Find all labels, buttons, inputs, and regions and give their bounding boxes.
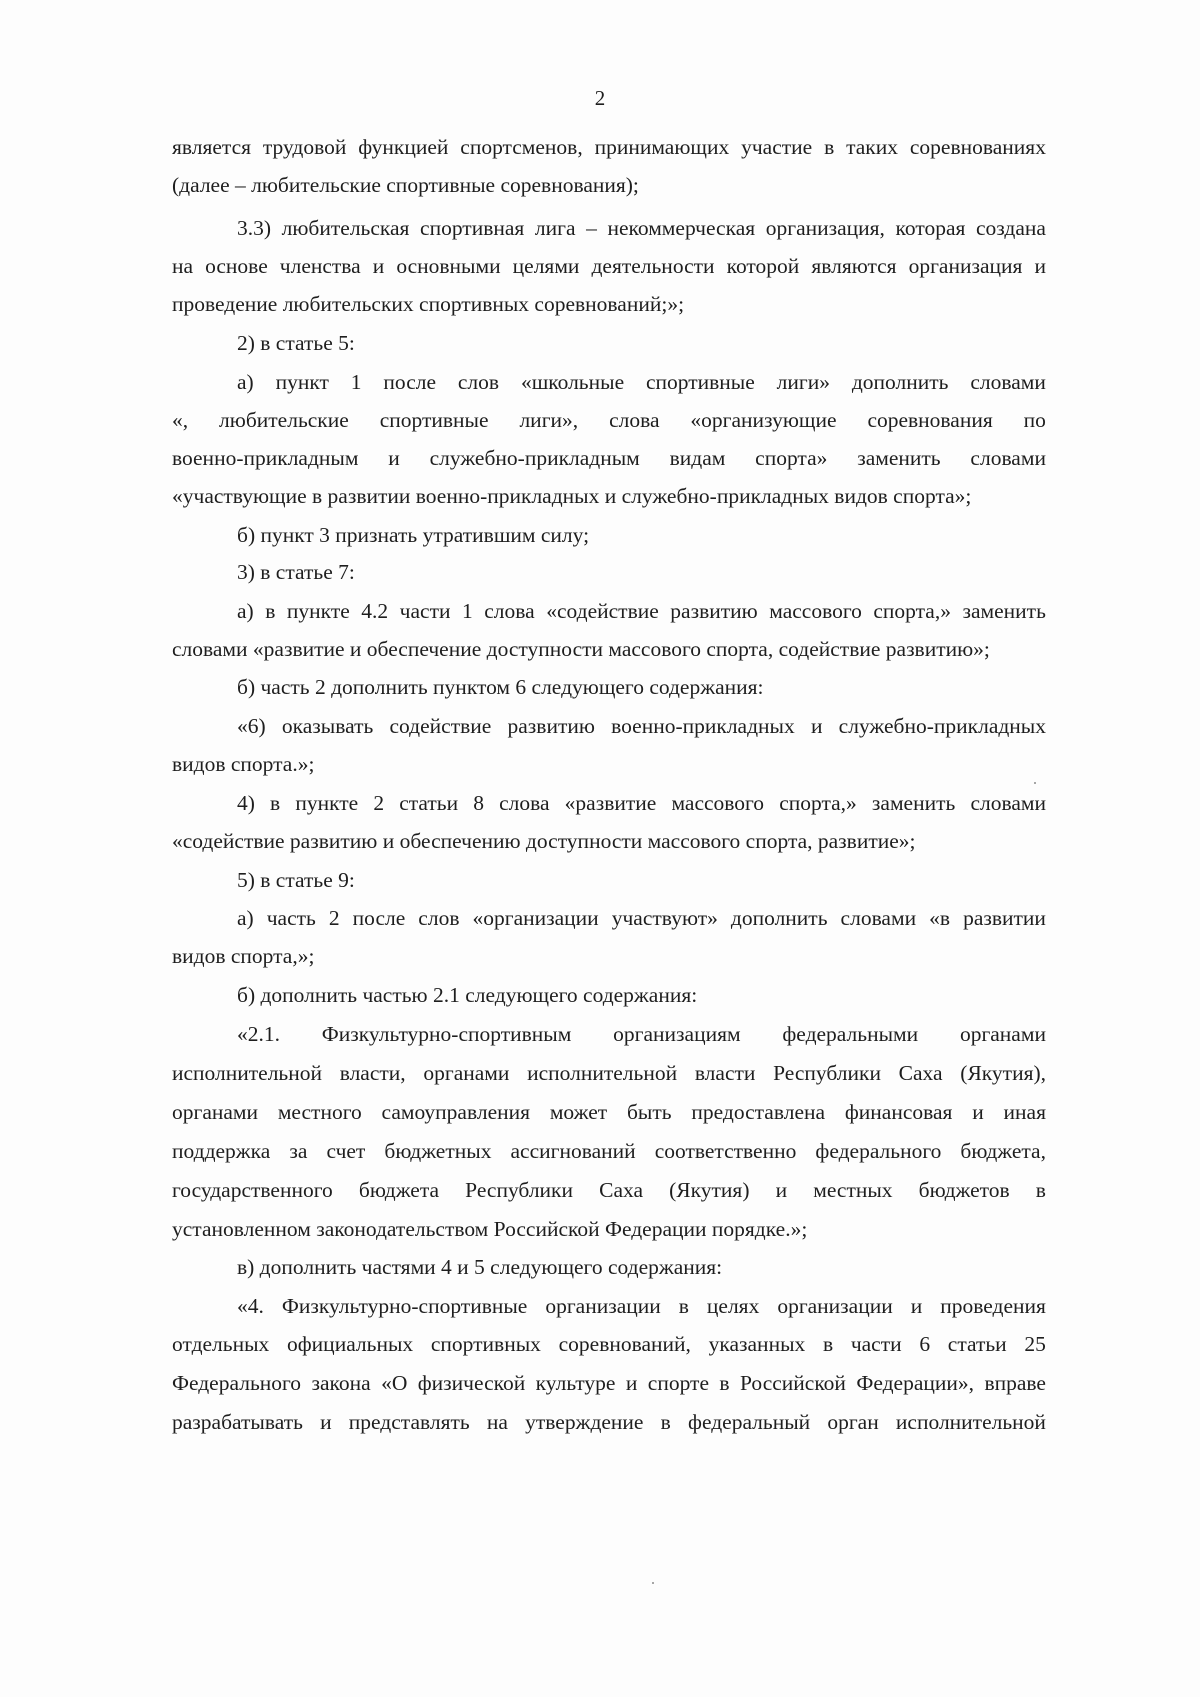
word: на: [486, 1410, 508, 1434]
word: власти,: [339, 1061, 406, 1085]
word: 4.2: [361, 599, 389, 623]
word: 2: [373, 791, 385, 815]
word: федеральный: [688, 1410, 811, 1434]
word: местных: [813, 1178, 893, 1202]
word: участвуют»: [611, 906, 718, 930]
word: исполнительной: [527, 1061, 678, 1085]
word: спортивных: [430, 1332, 541, 1356]
word: и: [320, 1410, 332, 1434]
word: трудовой: [262, 135, 347, 159]
word: организациям: [613, 1022, 741, 1046]
word: в: [822, 1332, 834, 1356]
word: оказывать: [281, 714, 374, 738]
word: поддержка: [172, 1139, 271, 1163]
word: на: [172, 254, 194, 278]
word: представлять: [348, 1410, 470, 1434]
word: в: [824, 135, 835, 159]
word: в: [265, 599, 276, 623]
word: 3.3): [237, 216, 272, 240]
word: вправе: [984, 1371, 1046, 1395]
word: военно-прикладным: [172, 446, 359, 470]
word: и: [972, 1100, 984, 1124]
word: (Якутия),: [960, 1061, 1046, 1085]
word: заменить: [857, 446, 941, 470]
text-line: [237, 368, 1046, 396]
text-line: [172, 252, 1046, 280]
word: Федерации»,: [856, 1371, 975, 1395]
word: а): [237, 906, 254, 930]
text-line: в) дополнить частями 4 и 5 следующего содержания:: [237, 1255, 723, 1279]
word: и: [372, 254, 385, 278]
text-line: (далее – любительские спортивные соревнования);: [172, 173, 639, 197]
word: в: [1035, 1178, 1046, 1202]
word: самоуправления: [381, 1100, 531, 1124]
text-line: [237, 904, 1046, 932]
word: а): [237, 599, 254, 623]
word: Российской: [739, 1371, 846, 1395]
text-line: [172, 1137, 1046, 1165]
word: «организации: [472, 906, 599, 930]
word: утверждение: [525, 1410, 644, 1434]
word: заменить: [871, 791, 956, 815]
word: Саха: [599, 1178, 644, 1202]
text-line: [172, 444, 1046, 472]
word: «развитие: [564, 791, 657, 815]
word: Федерального: [172, 1371, 302, 1395]
word: в: [270, 791, 281, 815]
word: орган: [827, 1410, 879, 1434]
word: служебно-прикладных: [838, 714, 1046, 738]
word: организация,: [765, 216, 885, 240]
word: «6): [237, 714, 266, 738]
word: и: [910, 1294, 923, 1318]
text-line: [172, 1176, 1046, 1204]
word: слова: [499, 791, 550, 815]
word: функцией: [358, 135, 449, 159]
word: 2: [328, 906, 340, 930]
word: таких: [846, 135, 899, 159]
word: соревнованиях: [909, 135, 1046, 159]
word: государственного: [172, 1178, 333, 1202]
word: дополнить: [851, 370, 949, 394]
word: Физкультурно-спортивные: [281, 1294, 528, 1318]
word: разрабатывать: [172, 1410, 303, 1434]
word: органами: [172, 1100, 259, 1124]
scan-speck: [652, 1582, 654, 1584]
word: статьи: [399, 791, 459, 815]
text-line: [172, 1059, 1046, 1087]
word: ассигнований: [510, 1139, 636, 1163]
word: в: [719, 1371, 730, 1395]
word: целями: [512, 254, 580, 278]
word: «О: [381, 1371, 408, 1395]
word: организации: [777, 1294, 893, 1318]
word: бюджетов: [918, 1178, 1010, 1202]
word: и: [810, 714, 823, 738]
word: служебно-прикладным: [429, 446, 640, 470]
text-line: [172, 1098, 1046, 1126]
word: в: [660, 1410, 671, 1434]
word: развитии: [963, 906, 1046, 930]
word: слов: [457, 370, 500, 394]
text-line: [237, 789, 1046, 817]
text-line: [237, 597, 1046, 625]
word: массового: [769, 599, 862, 623]
page-number: 2: [594, 86, 606, 110]
word: органами: [423, 1061, 510, 1085]
word: физической: [417, 1371, 526, 1395]
text-line: 2) в статье 5:: [237, 331, 355, 355]
word: исполнительной: [895, 1410, 1046, 1434]
word: организации: [545, 1294, 661, 1318]
word: 1: [350, 370, 362, 394]
word: 1: [462, 599, 473, 623]
word: федеральными: [782, 1022, 919, 1046]
word: слов: [418, 906, 460, 930]
word: –: [586, 216, 597, 240]
text-line: проведение любительских спортивных соревнований;»;: [172, 292, 685, 316]
word: Республики: [465, 1178, 574, 1202]
word: является: [172, 135, 252, 159]
word: содействие: [389, 714, 492, 738]
word: и: [625, 1371, 638, 1395]
text-line: видов спорта,»;: [172, 944, 315, 968]
text-line: видов спорта.»;: [172, 752, 315, 776]
word: соревнований,: [558, 1332, 691, 1356]
word: некоммерческая: [607, 216, 756, 240]
text-line: «участвующие в развитии военно-прикладных и служебно-прикладных видов спорта»;: [172, 484, 972, 508]
word: лиги»,: [519, 408, 579, 432]
word: «содействие: [546, 599, 659, 623]
word: которой: [726, 254, 800, 278]
word: словами: [970, 446, 1046, 470]
word: «2.1.: [237, 1022, 280, 1046]
word: целях: [706, 1294, 760, 1318]
word: бюджетных: [384, 1139, 492, 1163]
word: развитию: [670, 599, 758, 623]
word: предоставлена: [691, 1100, 826, 1124]
word: в: [678, 1294, 689, 1318]
word: указанных: [708, 1332, 806, 1356]
text-line: «содействие развитию и обеспечению доступности массового спорта, развитие»;: [172, 829, 916, 853]
text-line: [237, 1020, 1046, 1048]
word: федерального: [815, 1139, 942, 1163]
text-line: [172, 133, 1046, 161]
word: военно-прикладных: [611, 714, 795, 738]
word: 25: [1024, 1332, 1046, 1356]
word: лига: [534, 216, 576, 240]
word: слова: [609, 408, 660, 432]
scan-speck: [1034, 782, 1036, 784]
word: бюджета,: [960, 1139, 1046, 1163]
text-line: словами «развитие и обеспечение доступности массового спорта, содействие развитию»;: [172, 637, 990, 661]
text-line: б) часть 2 дополнить пунктом 6 следующего содержания:: [237, 675, 764, 699]
word: организация: [908, 254, 1023, 278]
word: и: [1034, 254, 1046, 278]
text-line: 5) в статье 9:: [237, 868, 355, 892]
text-line: [237, 1292, 1046, 1320]
word: спорта,»: [779, 791, 857, 815]
word: части: [399, 599, 451, 623]
word: и: [775, 1178, 788, 1202]
word: словами: [840, 906, 917, 930]
word: исполнительной: [172, 1061, 322, 1085]
text-line: [237, 214, 1046, 242]
word: любительская: [281, 216, 410, 240]
word: спортивные: [379, 408, 489, 432]
word: спортсменов,: [460, 135, 583, 159]
word: «,: [172, 408, 189, 432]
text-line: установленном законодательством Российской Федерации порядке.»;: [172, 1217, 808, 1241]
word: спорта,»: [873, 599, 951, 623]
word: создана: [976, 216, 1046, 240]
text-line: 3) в статье 7:: [237, 560, 355, 584]
word: деятельности: [591, 254, 715, 278]
word: быть: [626, 1100, 672, 1124]
word: пункте: [295, 791, 359, 815]
word: «организующие: [690, 408, 837, 432]
word: 4): [237, 791, 255, 815]
text-line: [172, 406, 1046, 434]
word: «4.: [237, 1294, 264, 1318]
word: после: [352, 906, 406, 930]
word: соответственно: [654, 1139, 797, 1163]
text-line: [172, 1408, 1046, 1436]
word: участие: [741, 135, 813, 159]
word: спортивная: [420, 216, 525, 240]
word: за: [289, 1139, 308, 1163]
word: любительские: [219, 408, 349, 432]
word: Физкультурно-спортивным: [321, 1022, 572, 1046]
word: словами: [970, 791, 1046, 815]
word: пункте: [286, 599, 350, 623]
word: проведения: [940, 1294, 1046, 1318]
word: может: [549, 1100, 608, 1124]
text-line: б) дополнить частью 2.1 следующего содержания:: [237, 983, 698, 1007]
word: часть: [266, 906, 316, 930]
word: являются: [811, 254, 897, 278]
text-line: [172, 1330, 1046, 1358]
text-line: б) пункт 3 признать утратившим силу;: [237, 523, 590, 547]
word: иная: [1003, 1100, 1046, 1124]
word: культуре: [535, 1371, 616, 1395]
word: развитию: [507, 714, 595, 738]
word: власти: [694, 1061, 756, 1085]
word: «в: [929, 906, 951, 930]
word: заменить: [962, 599, 1046, 623]
word: а): [237, 370, 254, 394]
text-line: [172, 1369, 1046, 1397]
word: «школьные: [520, 370, 625, 394]
word: которая: [895, 216, 966, 240]
word: закона: [311, 1371, 371, 1395]
word: основе: [205, 254, 268, 278]
text-line: [237, 712, 1046, 740]
word: видам: [669, 446, 726, 470]
word: после: [383, 370, 437, 394]
word: местного: [277, 1100, 362, 1124]
word: спорте: [647, 1371, 710, 1395]
word: (Якутия): [669, 1178, 750, 1202]
word: принимающих: [594, 135, 730, 159]
word: соревнования: [867, 408, 993, 432]
word: официальных: [287, 1332, 414, 1356]
word: Саха: [898, 1061, 943, 1085]
word: 6: [919, 1332, 931, 1356]
word: массового: [671, 791, 765, 815]
word: основными: [396, 254, 501, 278]
word: дополнить: [730, 906, 828, 930]
word: органами: [959, 1022, 1046, 1046]
word: спорта»: [755, 446, 828, 470]
word: 8: [473, 791, 484, 815]
word: счет: [326, 1139, 366, 1163]
word: части: [850, 1332, 902, 1356]
word: статьи: [947, 1332, 1007, 1356]
word: бюджета: [358, 1178, 440, 1202]
word: членства: [279, 254, 361, 278]
word: финансовая: [844, 1100, 953, 1124]
word: спортивные: [645, 370, 755, 394]
word: слова: [484, 599, 535, 623]
word: пункт: [275, 370, 329, 394]
word: словами: [970, 370, 1046, 394]
word: по: [1023, 408, 1046, 432]
word: Республики: [773, 1061, 881, 1085]
word: отдельных: [172, 1332, 270, 1356]
word: лиги»: [776, 370, 830, 394]
word: и: [388, 446, 400, 470]
